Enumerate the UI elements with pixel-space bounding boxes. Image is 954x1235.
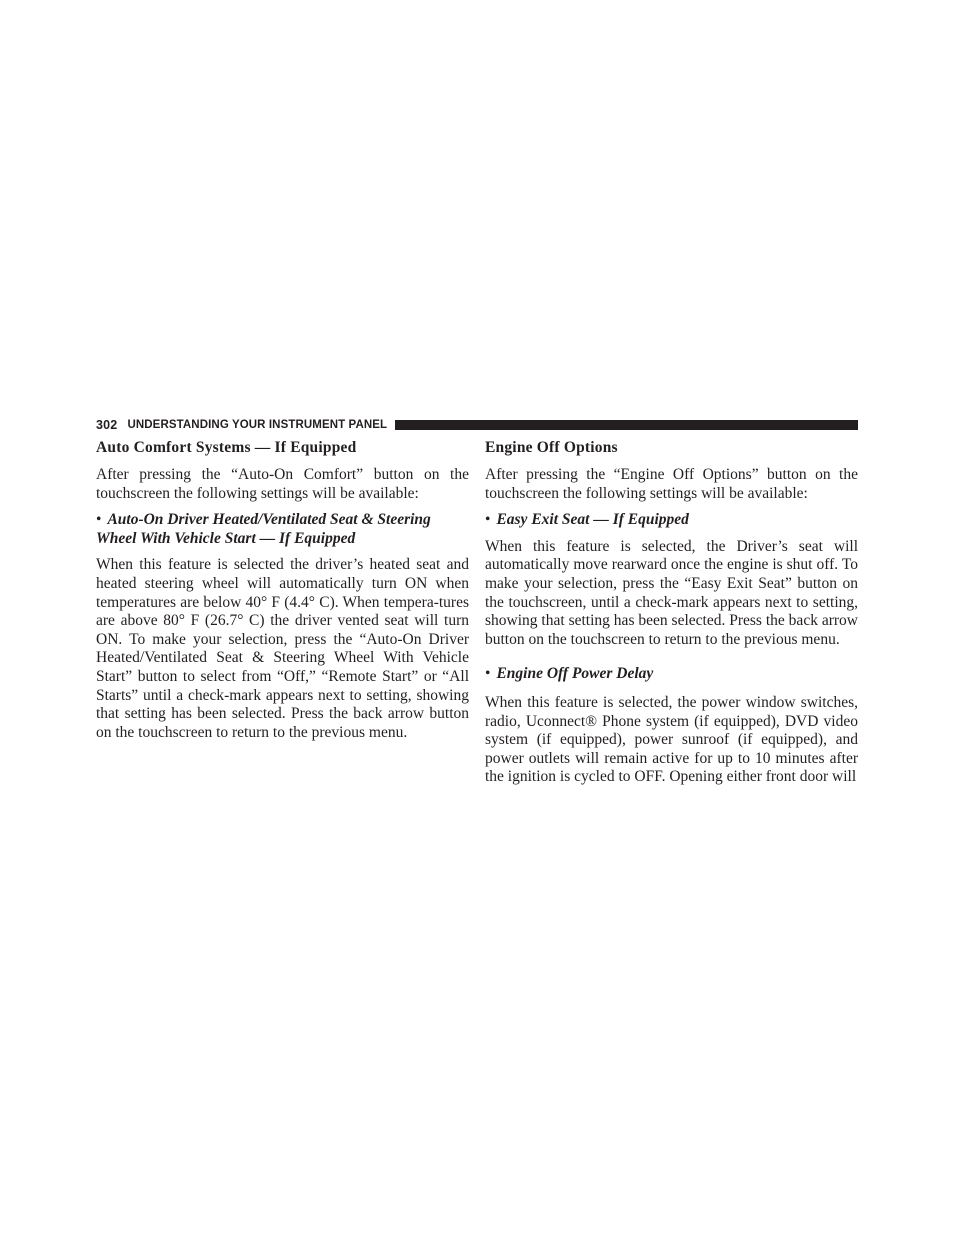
power-delay-description: When this feature is selected, the power window switches, radio, Uconnect® Phone system (if equipped), DVD video system (if equipped), power sunroof (if equipped), and power outlets will remain active for up to 10 minutes after the ignition is cycled to OFF. Opening either front door will (485, 693, 858, 786)
power-delay-bullet-heading (485, 665, 858, 684)
easy-exit-bullet-text: Easy Exit Seat — If Equipped (496, 511, 689, 529)
page-number: 302 (96, 418, 118, 432)
engine-off-intro: After pressing the “Engine Off Options” button on the touchscreen the following settings will be available: (485, 466, 858, 502)
bullet-icon: • (485, 511, 491, 529)
right-column (485, 438, 858, 787)
auto-comfort-intro: After pressing the “Auto-On Comfort” button on the touchscreen the following settings will be available: (96, 466, 469, 502)
engine-off-heading: Engine Off Options (485, 439, 618, 456)
easy-exit-description: When this feature is selected, the Driver’s seat will automatically move rearward once the engine is shut off. To make your selection, press the “Easy Exit Seat” button on the touchscreen, until a check-mark appears next to setting, showing that setting has been selected. Press the back arrow button on the touchscreen to return to the previous menu. (485, 537, 858, 648)
power-delay-bullet-text: Engine Off Power Delay (496, 665, 654, 683)
auto-comfort-heading: Auto Comfort Systems — If Equipped (96, 439, 357, 456)
left-column (96, 438, 469, 742)
auto-on-description: When this feature is selected the driver’s heated seat and heated steering wheel will automatically turn ON when temperatures are below 40° F (4.4° C). When tempera-tures are above 80° F (26.7° C) the driver vented seat will turn ON. To make your selection, press the “Auto-On Driver Heated/Ventilated Seat & Steering Wheel With Vehicle Start” button to select from “Off,” “Remote Start” or “All Starts” until a check-mark appears next to setting, showing that setting has been selected. Press the back arrow button on the touchscreen to return to the previous menu. (96, 556, 469, 741)
bullet-icon: • (96, 511, 102, 529)
auto-on-bullet-heading (96, 511, 469, 548)
easy-exit-bullet-heading (485, 511, 858, 530)
bullet-icon: • (485, 665, 491, 683)
auto-on-bullet-text: Auto-On Driver Heated/Ventilated Seat & Steering Wheel With Vehicle Start — If Equipped (96, 511, 431, 547)
page-header (96, 418, 858, 432)
section-title: UNDERSTANDING YOUR INSTRUMENT PANEL (127, 419, 388, 431)
header-rule (395, 420, 858, 430)
